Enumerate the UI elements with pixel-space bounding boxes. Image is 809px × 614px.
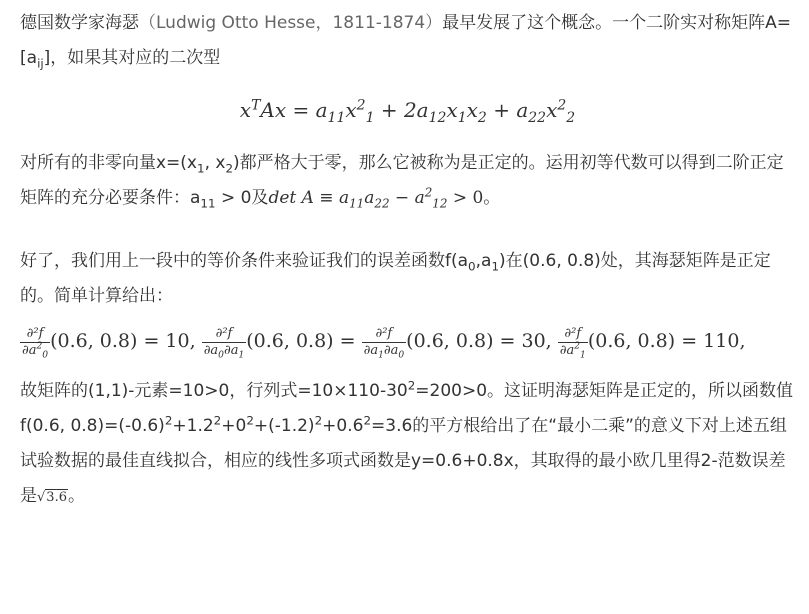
superscript: 2 xyxy=(407,378,416,393)
paragraph-hesse-intro xyxy=(20,6,795,76)
subscript: 1 xyxy=(457,110,467,126)
text: 对所有的非零向量x=(x xyxy=(20,153,197,173)
fraction xyxy=(558,326,588,359)
superscript: 2 xyxy=(164,413,173,428)
subscript: 1 xyxy=(238,350,245,361)
hesse-name-dates: （Ludwig Otto Hesse，1811-1874） xyxy=(139,13,443,33)
text: ,a xyxy=(475,251,492,271)
math-text: (0.6, 0.8) = 110, xyxy=(587,330,746,352)
math-text: + 2a xyxy=(374,98,429,122)
denominator xyxy=(20,343,50,359)
subscript: 2 xyxy=(225,161,234,176)
math-text: ∂a xyxy=(363,342,379,358)
math-text: ∂a xyxy=(559,342,575,358)
denominator xyxy=(202,343,247,359)
text: 故矩阵的(1,1)-元素=10>0，行列式=10×110-30 xyxy=(20,381,408,401)
math-text: ∂a xyxy=(203,342,219,358)
text: 。 xyxy=(67,486,85,506)
superscript: 2 xyxy=(246,413,254,428)
hessian-entry-10 xyxy=(362,316,552,366)
subscript: 12 xyxy=(432,196,448,211)
text: , x xyxy=(204,153,226,173)
subscript: 1 xyxy=(197,161,205,176)
subscript: 0 xyxy=(398,350,405,361)
subscript: 11 xyxy=(200,196,216,211)
denominator xyxy=(558,343,588,359)
math-var: x xyxy=(239,98,252,122)
text: 德国数学家海瑟 xyxy=(20,13,139,33)
text: > 0及 xyxy=(215,188,269,208)
subscript: 11 xyxy=(327,110,346,126)
hessian-entries-equation xyxy=(20,316,795,366)
numerator: ∂²f xyxy=(20,326,50,343)
subscript: 11 xyxy=(349,196,365,211)
math-text: (0.6, 0.8) = 30, xyxy=(406,330,552,352)
subscript: ij xyxy=(37,56,44,71)
math-text: ∂a xyxy=(223,342,239,358)
hessian-entry-01 xyxy=(202,316,356,366)
subscript: 0 xyxy=(468,259,476,274)
math-text: ∂a xyxy=(383,342,399,358)
text: )在(0.6, 0.8)处，其海瑟矩阵是正定的。简单计算给出： xyxy=(20,251,771,306)
superscript: 2 xyxy=(574,341,581,352)
text: 最早发展了这个概念。一个二阶实对称矩阵A=[a xyxy=(20,13,792,68)
text: ]，如果其对应的二次型 xyxy=(43,48,221,68)
math-var: x xyxy=(546,98,558,122)
math-text: det A ≡ a xyxy=(268,188,350,208)
math-text: ∂a xyxy=(22,342,37,358)
spacer xyxy=(20,216,795,244)
quadratic-form-equation xyxy=(20,90,795,130)
subscript: 2 xyxy=(566,110,576,126)
paragraph-conclusion xyxy=(20,374,795,515)
subscript: 0 xyxy=(218,350,224,361)
superscript: 2 xyxy=(36,341,43,352)
superscript: 2 xyxy=(213,413,222,428)
math-var: x xyxy=(466,98,478,122)
math-text: − a xyxy=(389,188,425,208)
math-var: a xyxy=(364,188,375,208)
text: =200>0。这证明海瑟矩阵是正定的，所以函数值f(0.6, 0.8)=(-0.6) xyxy=(20,381,794,436)
fraction xyxy=(20,326,50,359)
determinant-condition xyxy=(268,185,484,211)
subscript: 1 xyxy=(491,259,500,274)
subscript: 12 xyxy=(428,110,447,126)
math-text: Ax = a xyxy=(260,98,328,122)
math-text: (0.6, 0.8) = 10, xyxy=(50,330,196,352)
denominator xyxy=(362,343,407,359)
superscript: 2 xyxy=(424,185,433,200)
radicand: 3.6 xyxy=(46,490,67,505)
text: +0.6 xyxy=(322,416,364,436)
numerator: ∂²f xyxy=(558,326,588,343)
math-text: > 0 xyxy=(447,188,484,208)
paragraph-verify-hessian xyxy=(20,244,795,314)
text: )都严格大于零，那么它被称为是正定的。运用初等代数可以得到二阶正定矩阵的充分必要条件：a xyxy=(20,153,784,208)
text: +0 xyxy=(221,416,247,436)
paragraph-positive-definite xyxy=(20,146,795,216)
root-sign: √ xyxy=(37,490,46,505)
math-text: + a xyxy=(486,98,529,122)
subscript: 1 xyxy=(580,350,586,361)
numerator: ∂²f xyxy=(362,326,407,343)
subscript: 1 xyxy=(365,110,375,126)
numerator: ∂²f xyxy=(202,326,247,343)
hessian-entry-00 xyxy=(20,316,196,366)
subscript: 2 xyxy=(477,110,487,126)
math-var: x xyxy=(446,98,458,122)
square-root xyxy=(37,480,68,515)
text: 。 xyxy=(483,188,501,208)
subscript: 1 xyxy=(378,350,384,361)
subscript: 0 xyxy=(42,350,49,361)
subscript: 22 xyxy=(528,110,547,126)
text: =3.6的平方根给出了在“最小二乘”的意义下对上述五组试验数据的最佳直线拟合，相应的线性多项式函数是y=0.6+0.8x，其取得的最小欧几里得2-范数误差是 xyxy=(20,416,787,506)
math-text: (0.6, 0.8) = xyxy=(246,330,356,352)
superscript: 2 xyxy=(363,413,372,428)
hessian-entry-11 xyxy=(558,316,746,366)
superscript: 2 xyxy=(356,97,366,114)
math-var: x xyxy=(345,98,357,122)
superscript: 2 xyxy=(314,413,323,428)
subscript: 22 xyxy=(374,196,390,211)
fraction xyxy=(362,326,407,359)
text: 好了，我们用上一段中的等价条件来验证我们的误差函数f(a xyxy=(20,251,469,271)
text: +1.2 xyxy=(172,416,214,436)
superscript: T xyxy=(251,97,261,114)
text: +(-1.2) xyxy=(253,416,315,436)
fraction xyxy=(202,326,247,359)
superscript: 2 xyxy=(557,97,567,114)
